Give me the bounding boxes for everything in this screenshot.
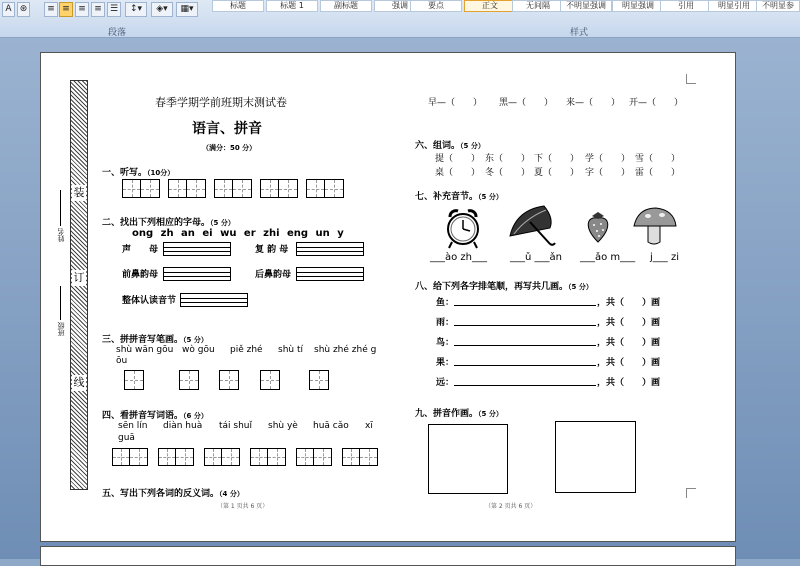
crop-mark (686, 74, 696, 84)
word-pinyin: guā (118, 433, 135, 443)
style-normal[interactable]: 正文 (464, 0, 516, 12)
style-strong[interactable]: 要点 (410, 0, 462, 12)
seal-char-xian: 线 (73, 376, 85, 389)
word-pinyin: xī (365, 421, 373, 431)
syllable-blank: ___ǔ ___ǎn (510, 252, 562, 263)
compound-item: 下（ ） (534, 154, 580, 164)
writing-grid[interactable] (168, 179, 206, 198)
exam-title: 春季学期学前班期末测试卷 (155, 96, 287, 109)
styles-group-label: 样式 (570, 28, 589, 38)
compound-item: 冬（ ） (485, 168, 531, 178)
compound-item: 雪（ ） (635, 154, 681, 164)
answer-line[interactable] (454, 305, 596, 306)
style-emphasis[interactable]: 强调 (374, 0, 426, 12)
writing-grid[interactable] (179, 370, 199, 390)
writing-grid[interactable] (124, 370, 144, 390)
section-4-title: 四、看拼音写词语。（6 分） (102, 411, 208, 421)
stroke-char: 鱼： (436, 298, 455, 308)
compound-item: 学（ ） (585, 154, 631, 164)
stroke-pinyin: shù tí (278, 345, 303, 355)
style-subtle-emphasis[interactable]: 不明显强调 (560, 0, 612, 12)
crop-mark (686, 488, 696, 498)
antonym-item: 来—（ ） (566, 98, 621, 108)
stroke-char: 鸟： (436, 338, 455, 348)
compound-item: 东（ ） (485, 154, 531, 164)
style-nospacing[interactable]: 无间隔 (512, 0, 564, 12)
antonym-item: 开—（ ） (629, 98, 684, 108)
answer-line[interactable] (454, 345, 596, 346)
four-line-field[interactable] (180, 293, 248, 307)
compound-item: 桌（ ） (435, 168, 481, 178)
style-subtitle[interactable]: 副标题 (320, 0, 372, 12)
word-pinyin: diàn huà (163, 421, 203, 431)
stroke-count: ，共（ ）画 (597, 298, 661, 308)
writing-grid[interactable] (250, 448, 286, 466)
answer-line[interactable] (454, 325, 596, 326)
shading-icon[interactable]: ◈▾ (151, 2, 173, 17)
row-label-initials: 声 母 (122, 245, 159, 255)
four-line-field[interactable] (296, 267, 364, 281)
style-heading1[interactable]: 标题 1 (266, 0, 318, 12)
writing-grid[interactable] (112, 448, 148, 466)
writing-grid[interactable] (122, 179, 160, 198)
style-intense-emphasis[interactable]: 明显强调 (612, 0, 664, 12)
stroke-char: 远： (436, 378, 455, 388)
mushroom-icon (630, 206, 678, 246)
paragraph-group-label: 段落 (108, 28, 127, 38)
stroke-pinyin: shù zhé zhé g (314, 345, 377, 355)
stroke-char: 雨： (436, 318, 455, 328)
writing-grid[interactable] (309, 370, 329, 390)
alarm-clock-icon (444, 203, 482, 249)
four-line-field[interactable] (163, 242, 231, 256)
writing-grid[interactable] (342, 448, 378, 466)
compound-item: 提（ ） (435, 154, 481, 164)
row-label-back-nasal: 后鼻韵母 (255, 270, 292, 280)
section-6-title: 六、组词。（5 分） (415, 141, 485, 151)
word-pinyin: sēn lín (118, 421, 148, 431)
section-3-title: 三、拼拼音写笔画。（5 分） (102, 335, 208, 345)
four-line-field[interactable] (296, 242, 364, 256)
stroke-count: ，共（ ）画 (597, 318, 661, 328)
seal-char-ding: 订 (73, 271, 85, 284)
umbrella-icon (506, 204, 558, 246)
antonym-item: 早—（ ） (428, 98, 483, 108)
syllable-blank: ___ào zh___ (430, 252, 488, 263)
border-icon[interactable]: ▦▾ (176, 2, 198, 17)
drawing-box[interactable] (428, 424, 508, 494)
stroke-pinyin: ōu (116, 356, 128, 366)
stroke-pinyin: wò gōu (182, 345, 215, 355)
page-footer: （第 1 页共 6 页） (217, 503, 269, 510)
class-label: 班级 (57, 322, 65, 336)
drawing-box[interactable] (555, 421, 636, 493)
style-title[interactable]: 标题 (212, 0, 264, 12)
stroke-count: ，共（ ）画 (597, 378, 661, 388)
section-9-title: 九、拼音作画。（5 分） (415, 409, 503, 419)
name-line (60, 190, 61, 226)
writing-grid[interactable] (214, 179, 252, 198)
font-color-icon[interactable]: A (2, 2, 15, 17)
word-pinyin: shù yè (268, 421, 298, 431)
next-page[interactable] (40, 546, 736, 566)
ribbon (0, 0, 800, 38)
word-pinyin: huā cǎo (313, 421, 349, 431)
name-label: 姓名 (57, 228, 65, 242)
justify-icon[interactable]: ≡ (91, 2, 105, 17)
section-7-title: 七、补充音节。（5 分） (415, 192, 503, 202)
row-label-compound: 复 韵 母 (255, 245, 289, 255)
align-right-icon[interactable]: ≡ (75, 2, 89, 17)
style-subtle-reference[interactable]: 不明显参 (756, 0, 800, 12)
exam-score: （满分：50 分） (202, 144, 257, 152)
compound-item: 字（ ） (585, 168, 631, 178)
align-center-icon[interactable]: ≡ (59, 2, 73, 17)
writing-grid[interactable] (260, 179, 298, 198)
answer-line[interactable] (454, 385, 596, 386)
writing-grid[interactable] (306, 179, 344, 198)
section-5-title: 五、写出下列各词的反义词。（4 分） (102, 489, 244, 499)
stroke-count: ，共（ ）画 (597, 338, 661, 348)
stroke-pinyin: piě zhé (230, 345, 263, 355)
stroke-count: ，共（ ）画 (597, 358, 661, 368)
writing-grid[interactable] (158, 448, 194, 466)
writing-grid[interactable] (296, 448, 332, 466)
four-line-field[interactable] (163, 267, 231, 281)
compound-item: 雷（ ） (635, 168, 681, 178)
page-footer: （第 2 页共 6 页） (485, 503, 537, 510)
compound-item: 夏（ ） (534, 168, 580, 178)
line-spacing-icon[interactable]: ↕▾ (125, 2, 147, 17)
section-8-title: 八、给下列各字排笔顺，再写共几画。（5 分） (415, 282, 593, 292)
section-1-title: 一、听写。（10分） (102, 168, 175, 178)
writing-grid[interactable] (260, 370, 280, 390)
section-2-title: 二、找出下列相应的字母。（5 分） (102, 218, 235, 228)
row-label-whole-syllable: 整体认读音节 (122, 296, 177, 306)
seal-char-zhuang: 装 (73, 186, 85, 199)
syllable-blank: ___ǎo m___ (580, 252, 636, 263)
exam-subtitle: 语言、拼音 (192, 121, 262, 137)
writing-grid[interactable] (219, 370, 239, 390)
word-pinyin: tái shuǐ (219, 421, 253, 431)
style-intense-quote[interactable]: 明显引用 (708, 0, 760, 12)
answer-line[interactable] (454, 365, 596, 366)
class-line (60, 286, 61, 320)
letter-list: ong zh an ei wu er zhi eng un y (132, 228, 344, 239)
align-left-icon[interactable]: ≡ (44, 2, 58, 17)
row-label-front-nasal: 前鼻韵母 (122, 270, 159, 280)
stroke-char: 果： (436, 358, 455, 368)
syllable-blank: j___ zi (650, 252, 679, 263)
strawberry-icon (582, 210, 614, 244)
style-quote[interactable]: 引用 (660, 0, 712, 12)
writing-grid[interactable] (204, 448, 240, 466)
stroke-pinyin: shù wān gōu (116, 345, 174, 355)
distribute-icon[interactable]: ☰ (107, 2, 121, 17)
enclose-char-icon[interactable]: ⊛ (17, 2, 30, 17)
antonym-item: 黑—（ ） (499, 98, 554, 108)
